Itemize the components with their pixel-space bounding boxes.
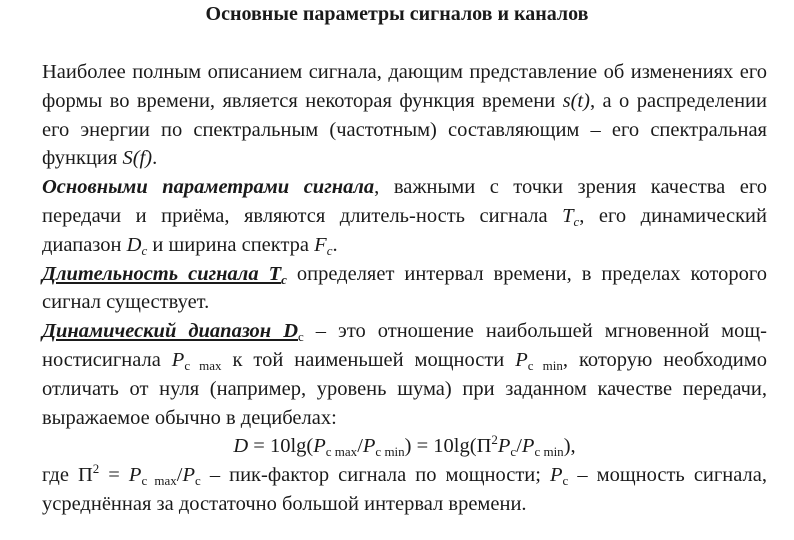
superscript: 2 xyxy=(491,432,498,448)
subscript: c xyxy=(573,213,580,229)
superscript: 2 xyxy=(92,461,100,477)
var-P: P xyxy=(362,435,376,458)
var-P: P xyxy=(497,435,511,458)
var-P: P xyxy=(521,435,535,458)
text-fragment: определяет интервал времени, в пределах которого сигнал существует. xyxy=(42,262,767,314)
text-fragment: , важными с точки зрения качества его передачи и приёма, являются длитель-ность сигнала xyxy=(42,176,767,227)
text-fragment: , которую необходимо отличать от нуля (например, уровень шума) при заданном качестве передачи, выражаемое обычно в децибелах: xyxy=(42,348,767,429)
text-fragment: к той наименьшей мощности xyxy=(221,348,516,371)
var-P: P xyxy=(313,435,326,458)
text-fragment: и ширина спектра xyxy=(147,233,315,256)
text-fragment: = xyxy=(99,464,129,487)
paragraph-peak-factor xyxy=(42,461,767,519)
text-fragment: . xyxy=(152,147,158,170)
var-P: P xyxy=(128,464,142,487)
subscript: c xyxy=(281,271,287,287)
var-P: P xyxy=(515,348,528,371)
text-fragment: , его динамический диапазон xyxy=(42,204,767,256)
formula-part: / xyxy=(516,435,522,458)
document-body xyxy=(42,58,767,519)
text-fragment: / xyxy=(176,464,183,487)
term-dynamic-range: Динамический диапазон D xyxy=(42,320,298,343)
text-fragment: – пик-фактор сигнала по мощности; xyxy=(200,464,550,487)
text-fragment: Наиболее полным описанием сигнала, дающим представление об изменениях его формы во времени, является некоторая функция времени xyxy=(42,61,767,112)
var-F: F xyxy=(314,233,327,256)
text-fragment: – мощность сигнала, усреднённая за достаточно большой интервал времени. xyxy=(42,464,768,515)
term-main-parameters: Основными параметрами сигнала xyxy=(42,176,375,199)
text-fragment: где П xyxy=(42,464,93,487)
var-T: T xyxy=(562,204,574,227)
formula-part: ), xyxy=(563,435,576,458)
var-P: P xyxy=(550,464,563,487)
formula-part: = 10lg( xyxy=(248,435,314,458)
var-D: D xyxy=(126,233,142,256)
formula-part: ) = 10lg(П xyxy=(404,435,492,458)
subscript: c max xyxy=(141,473,177,489)
var-P: P xyxy=(171,348,185,371)
paragraph-main-parameters xyxy=(42,173,767,259)
var-P: P xyxy=(182,464,195,487)
text-fragment: – это отношение наибольшей мгновенной мощ-ностисигнала xyxy=(42,320,767,371)
subscript: c xyxy=(562,473,569,489)
paragraph-signal-description xyxy=(42,58,767,173)
subscript: c min xyxy=(534,444,564,460)
subscript: c xyxy=(195,473,201,489)
paragraph-dynamic-range xyxy=(42,317,767,432)
subscript: c xyxy=(326,242,333,258)
var-s-of-t: s(t) xyxy=(562,89,590,112)
subscript: c min xyxy=(375,444,405,460)
formula-lhs: D xyxy=(233,435,249,458)
text-fragment: . xyxy=(332,233,338,256)
subscript: c xyxy=(141,242,148,258)
subscript: c max xyxy=(325,444,358,460)
subscript: c max xyxy=(184,357,222,373)
subscript: c xyxy=(510,444,517,460)
formula-part: / xyxy=(357,435,363,458)
text-fragment: , а о распределении его энергии по спектральным (частотным) составляющим – его спектральная функция xyxy=(42,89,767,170)
subscript: c min xyxy=(527,357,563,373)
var-s-of-f: S(f) xyxy=(122,147,153,170)
term-duration: Длительность сигнала T xyxy=(42,262,282,285)
formula-dynamic-range xyxy=(42,432,767,461)
subscript: c xyxy=(298,329,304,345)
page-title: Основные параметры сигналов и каналов xyxy=(205,3,589,25)
paragraph-duration xyxy=(42,260,767,318)
